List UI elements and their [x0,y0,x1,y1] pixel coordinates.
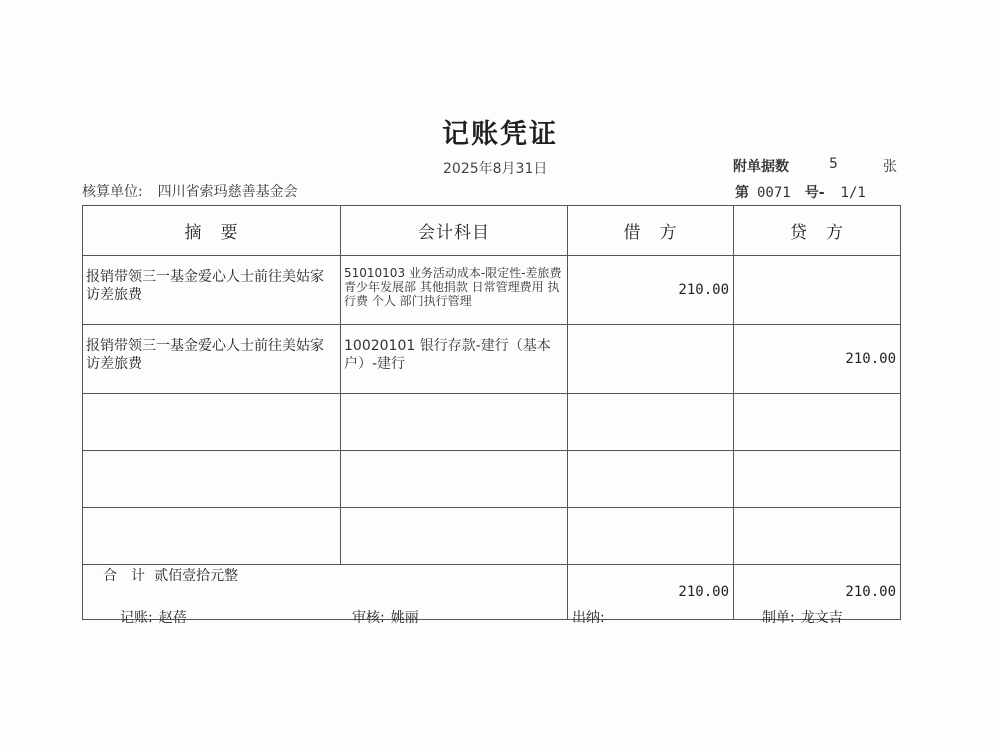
table-row-empty [83,451,901,508]
row-summary: 报销带领三一基金爱心人士前往美姑家访差旅费 [83,325,341,394]
reviewer-name: 姚丽 [390,610,419,626]
total-amount-in-words: 贰佰壹拾元整 [154,568,239,584]
row-debit [568,325,734,394]
voucher-date: 2025年8月31日 [443,161,548,177]
table-row [83,325,901,394]
header-debit: 借 方 [568,206,734,256]
cashier [572,607,611,627]
row-credit: 210.00 [734,325,901,394]
voucher-page: 1/1 [840,185,866,201]
row-account: 51010103 业务活动成本-限定性-差旅费 青少年发展部 其他捐款 日常管理费用 执行费 个人 部门执行管理 [341,256,568,325]
preparer [762,607,843,627]
row-account: 10020101 银行存款-建行（基本户）-建行 [341,325,568,394]
total-credit: 210.00 [734,565,901,620]
accounting-unit [82,181,298,201]
voucher-number [735,182,866,202]
voucher-number-prefix: 第 [735,185,749,201]
total-debit: 210.00 [568,565,734,620]
attachments-info [733,156,897,176]
table-header-row [83,206,901,256]
reviewer [352,607,419,627]
header-summary: 摘 要 [83,206,341,256]
reviewer-label: 审核: [352,610,385,626]
table-row [83,256,901,325]
bookkeeper-name: 赵蓓 [158,610,187,626]
bookkeeper [120,607,187,627]
voucher-table [82,205,901,620]
voucher-title: 记账凭证 [442,119,558,150]
attachments-unit: 张 [883,159,897,175]
attachments-count: 5 [829,156,838,172]
voucher-number-value: 0071 [757,185,791,201]
row-summary: 报销带领三一基金爱心人士前往美姑家访差旅费 [83,256,341,325]
header-account: 会计科目 [341,206,568,256]
total-label: 合 计 [103,568,145,584]
table-row-empty [83,508,901,565]
accounting-unit-name: 四川省索玛慈善基金会 [157,184,298,200]
attachments-label: 附单据数 [733,159,789,175]
bookkeeper-label: 记账: [120,610,153,626]
header-credit: 贷 方 [734,206,901,256]
preparer-name: 龙文吉 [800,610,843,626]
row-credit [734,256,901,325]
row-debit: 210.00 [568,256,734,325]
voucher-number-suffix: 号- [804,185,825,201]
cashier-label: 出纳: [572,610,605,626]
table-row-empty [83,394,901,451]
preparer-label: 制单: [762,610,795,626]
accounting-unit-label: 核算单位: [82,184,143,200]
